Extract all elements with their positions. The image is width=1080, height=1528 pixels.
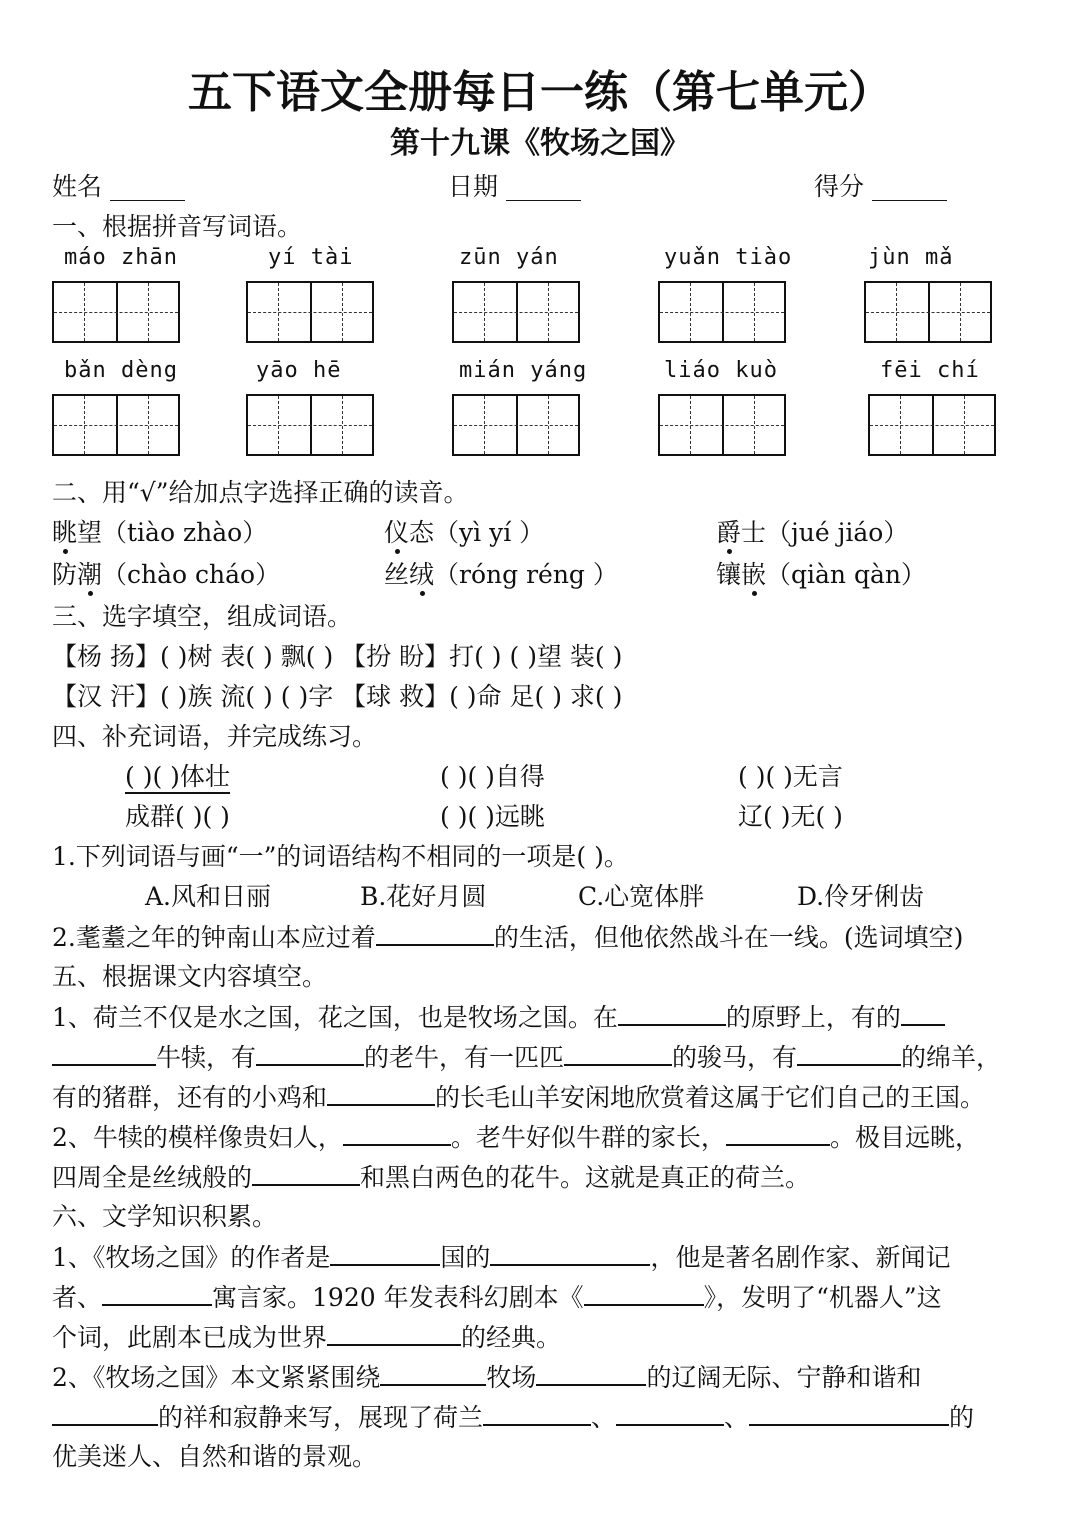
pinyin-label: bǎn dèng	[64, 358, 178, 383]
answer-blank[interactable]	[102, 1282, 212, 1306]
option-a[interactable]: A.风和日丽	[145, 882, 272, 911]
answer-blank[interactable]	[536, 1362, 646, 1386]
pronunciation-options: 态（yì yí ）	[409, 518, 545, 547]
passage-line: 2、牛犊的模样像贵妇人， 。老牛好似牛群的家长， 。极目远眺，	[52, 1123, 980, 1152]
pronunciation-item[interactable]	[384, 518, 544, 548]
page-title: 五下语文全册每日一练（第七单元）	[188, 67, 892, 118]
tianzige-writing-box[interactable]	[452, 281, 580, 343]
answer-blank[interactable]	[483, 1402, 591, 1426]
section-3-heading: 三、选字填空，组成词语。	[52, 602, 353, 631]
pinyin-label: jùn mǎ	[868, 245, 954, 270]
pinyin-label: mián yáng	[459, 358, 588, 383]
name-field[interactable]: 姓名 ______	[52, 172, 185, 201]
plain-char: 防	[52, 560, 78, 589]
section-5-heading: 五、根据课文内容填空。	[52, 962, 328, 991]
answer-blank[interactable]	[52, 1402, 158, 1426]
answer-blank[interactable]	[749, 1402, 949, 1426]
passage-line: 1、荷兰不仅是水之国，花之国，也是牧场之国。在 的原野上，有的	[52, 1002, 945, 1033]
answer-blank[interactable]	[343, 1122, 451, 1146]
dotted-char: 嵌	[741, 560, 767, 589]
pinyin-label: yuǎn tiào	[664, 245, 793, 270]
dotted-char: 仪	[384, 518, 410, 547]
knowledge-line: 者、 寓言家。1920 年发表科幻剧本《 》，发明了“机器人”这	[52, 1283, 942, 1312]
answer-blank[interactable]	[490, 1242, 650, 1266]
pronunciation-item[interactable]	[716, 518, 908, 548]
fill-char-line[interactable]: 【汉 汗】( )族 流( ) ( )字 【球 救】( )命 足( ) 求( )	[52, 682, 623, 711]
passage-line: 有的猪群，还有的小鸡和 的长毛山羊安闲地欣赏着这属于它们自己的王国。	[52, 1083, 986, 1112]
answer-blank[interactable]	[616, 1402, 724, 1426]
tianzige-writing-box[interactable]	[658, 394, 786, 456]
answer-blank[interactable]	[380, 1362, 486, 1386]
lesson-subtitle: 第十九课《牧场之国》	[390, 126, 690, 161]
section-4-heading: 四、补充词语，并完成练习。	[52, 722, 378, 751]
answer-blank[interactable]	[564, 1042, 672, 1066]
idiom-blank[interactable]: ( )( )远眺	[440, 802, 545, 831]
answer-blank[interactable]	[618, 1002, 726, 1026]
pronunciation-item[interactable]	[52, 518, 267, 548]
section-2-heading: 二、用“√”给加点字选择正确的读音。	[52, 478, 469, 507]
knowledge-line: 优美迷人、自然和谐的景观。	[52, 1442, 378, 1471]
passage-line: 牛犊，有 的老牛，有一匹匹 的骏马，有 的绵羊，	[52, 1042, 1001, 1073]
pinyin-label: máo zhān	[64, 245, 178, 270]
answer-blank[interactable]	[901, 1002, 945, 1026]
answer-blank[interactable]	[797, 1042, 901, 1066]
answer-blank[interactable]	[584, 1282, 704, 1306]
dotted-char: 眺	[52, 518, 78, 547]
pinyin-label: zūn yán	[459, 245, 559, 270]
pronunciation-item[interactable]	[52, 560, 280, 590]
pronunciation-options: 望（tiào zhào）	[77, 518, 268, 547]
knowledge-line: 的祥和寂静来写，展现了荷兰 、 、 的	[52, 1402, 974, 1433]
answer-blank[interactable]	[327, 1322, 461, 1346]
question-2: 2.耄耋之年的钟南山本应过着 的生活，但他依然战斗在一线。(选词填空)	[52, 923, 964, 952]
question-1: 1.下列词语与画“一”的词语结构不相同的一项是( )。	[52, 842, 629, 871]
pinyin-label: liáo kuò	[664, 358, 778, 383]
tianzige-writing-box[interactable]	[452, 394, 580, 456]
pronunciation-item[interactable]	[384, 560, 618, 590]
plain-char: 丝	[384, 560, 410, 589]
answer-blank[interactable]	[330, 1242, 440, 1266]
idiom-blank[interactable]: 成群( )( )	[125, 802, 230, 831]
answer-blank[interactable]	[52, 1042, 156, 1066]
idiom-underlined[interactable]: ( )( )体壮	[125, 762, 230, 794]
knowledge-line: 2、《牧场之国》本文紧紧围绕 牧场 的辽阔无际、宁静和谐和	[52, 1363, 922, 1392]
pronunciation-options: 士（jué jiáo）	[741, 518, 909, 547]
dotted-char: 潮	[77, 560, 103, 589]
knowledge-line: 1、《牧场之国》的作者是 国的 ，他是著名剧作家、新闻记	[52, 1243, 951, 1272]
fill-char-line[interactable]: 【杨 扬】( )树 表( ) 飘( ) 【扮 盼】打( ) ( )望 装( )	[52, 642, 623, 671]
tianzige-writing-box[interactable]	[658, 281, 786, 343]
plain-char: 镶	[716, 560, 742, 589]
pronunciation-options: （qiàn qàn）	[766, 560, 926, 589]
tianzige-writing-box[interactable]	[246, 281, 374, 343]
tianzige-writing-box[interactable]	[52, 281, 180, 343]
tianzige-writing-box[interactable]	[864, 281, 992, 343]
knowledge-line: 个词，此剧本已成为世界 的经典。	[52, 1323, 562, 1352]
option-b[interactable]: B.花好月圆	[360, 882, 487, 911]
tianzige-writing-box[interactable]	[52, 394, 180, 456]
tianzige-writing-box[interactable]	[246, 394, 374, 456]
section-1-heading: 一、根据拼音写词语。	[52, 212, 303, 241]
dotted-char: 爵	[716, 518, 742, 547]
answer-blank[interactable]	[256, 1042, 364, 1066]
pronunciation-item[interactable]	[716, 560, 926, 590]
passage-line: 四周全是丝绒般的 和黑白两色的花牛。这就是真正的荷兰。	[52, 1163, 811, 1192]
date-field[interactable]: 日期 ______	[448, 172, 581, 201]
score-field[interactable]: 得分 ______	[814, 172, 947, 201]
answer-blank[interactable]	[327, 1082, 435, 1106]
pronunciation-options: （chào cháo）	[102, 560, 281, 589]
dotted-char: 绒	[409, 560, 435, 589]
answer-blank[interactable]	[376, 922, 494, 946]
pinyin-label: fēi chí	[880, 358, 980, 383]
section-6-heading: 六、文学知识积累。	[52, 1202, 278, 1231]
pronunciation-options: （róng réng ）	[434, 560, 618, 589]
answer-blank[interactable]	[252, 1162, 360, 1186]
option-c[interactable]: C.心宽体胖	[578, 882, 705, 911]
answer-blank[interactable]	[726, 1122, 830, 1146]
idiom-blank[interactable]: 辽( )无( )	[738, 802, 843, 831]
idiom-blank[interactable]: ( )( )无言	[738, 762, 843, 791]
tianzige-writing-box[interactable]	[868, 394, 996, 456]
pinyin-label: yí tài	[268, 245, 354, 270]
idiom-blank[interactable]: ( )( )自得	[440, 762, 545, 791]
option-d[interactable]: D.伶牙俐齿	[797, 882, 925, 911]
pinyin-label: yāo hē	[256, 358, 342, 383]
